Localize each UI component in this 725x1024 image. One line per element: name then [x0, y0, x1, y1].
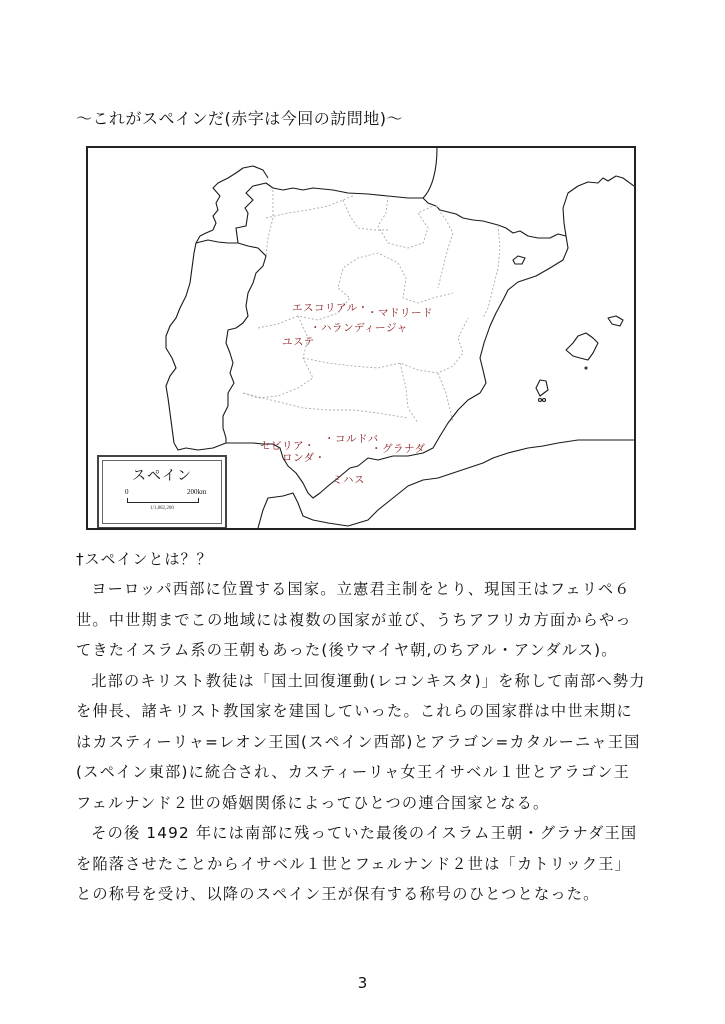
scale-ratio: 1/1,882,200 — [150, 506, 174, 511]
paragraph: その後 1492 年には南部に残っていた最後のイスラム王朝・グラナダ王国を陥落させたことからイサベル１世とフェルナンド２世は「カトリック王」との称号を受け、以降のスペイン王が保有する称号のひとつとなった。 — [76, 824, 638, 903]
legend-title: スペイン — [132, 468, 192, 484]
map-label-ronda: ロンダ・ — [282, 452, 326, 464]
map-label-cordoba: ・コルドバ — [324, 433, 379, 445]
paragraph: 北部のキリスト教徒は「国土回復運動(レコンキスタ)」を称して南部へ勢力を伸長、諸キリスト教国家を建国していった。これらの国家群は中世末期にはカスティーリャ=レオン王国(スペイン西部)とアラゴン=カタルーニャ王国(スペイン東部)に統合され、カスティーリャ女王イサベル１世とアラゴン王フェルナンド２世の婚姻関係によってひとつの連合国家となる。 — [76, 671, 646, 812]
scale-max-label: 200km — [187, 488, 207, 496]
map-label-madrid: ・マドリード — [367, 307, 433, 319]
map-label-mijas: ミハス — [332, 474, 365, 486]
map-legend — [97, 455, 227, 529]
map-label-yuste: ユステ — [282, 336, 315, 348]
map-label-jarandilla: ・ハランディージャ — [310, 322, 408, 334]
spain-map — [86, 146, 636, 530]
page-heading: ～これがスペインだ(赤字は今回の訪問地)～ — [76, 109, 403, 128]
page-number: 3 — [357, 974, 368, 992]
map-label-escorial: エスコリアル・ — [292, 302, 369, 314]
map-label-granada: ・グラナダ — [371, 443, 426, 455]
scale-zero-label: 0 — [125, 488, 129, 496]
paragraph: ヨーロッパ西部に位置する国家。立憲君主制をとり、現国王はフェリペ６世。中世期までこの地域には複数の国家が並び、うちアフリカ方面からやってきたイスラム系の王朝もあった(後ウマイヤ朝,のちアル・アンダルス)。 — [76, 580, 632, 659]
article-body — [76, 574, 646, 910]
section-title: †スペインとは？？ — [76, 550, 213, 568]
map-label-sevilla: セビリア・ — [260, 440, 315, 452]
scale-bar — [127, 498, 199, 503]
